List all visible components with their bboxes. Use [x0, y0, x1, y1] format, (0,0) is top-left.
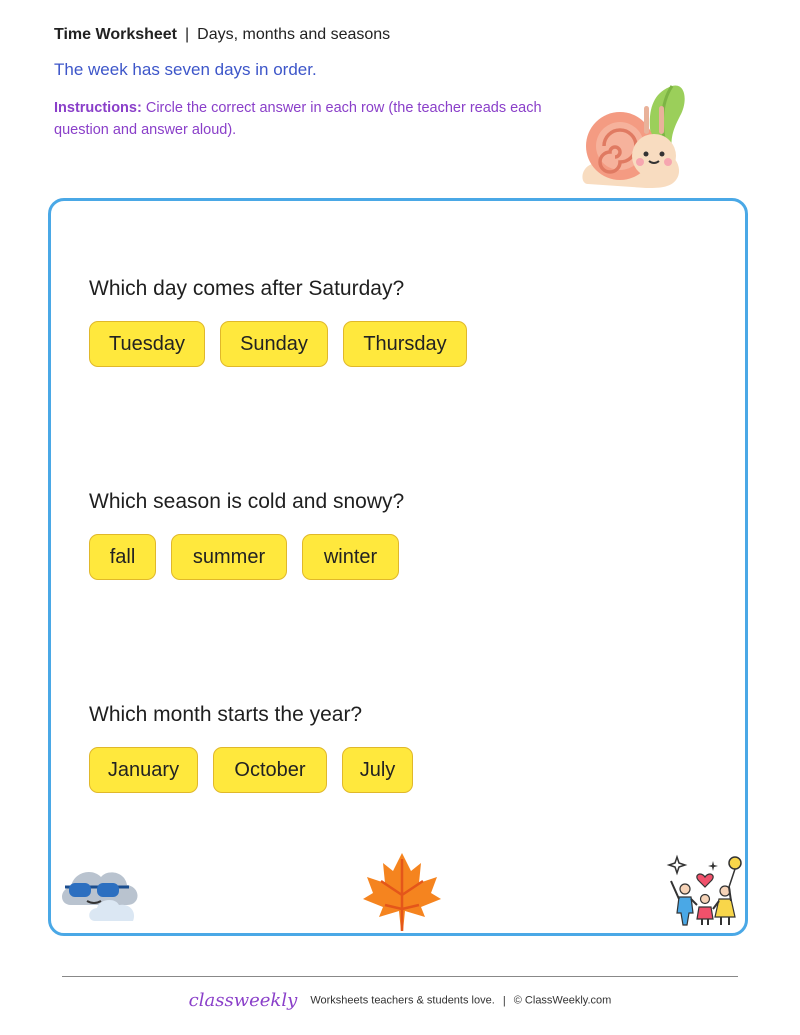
instructions	[54, 97, 574, 141]
answer-option[interactable]: fall	[89, 534, 156, 580]
footer-tagline: Worksheets teachers & students love.	[310, 994, 495, 1007]
maple-leaf-icon	[361, 851, 443, 933]
footer-divider	[62, 976, 738, 977]
answer-option[interactable]: Thursday	[343, 321, 467, 367]
answer-option[interactable]: winter	[302, 534, 399, 580]
footer-copyright: © ClassWeekly.com	[513, 994, 612, 1007]
answer-option[interactable]: October	[213, 747, 327, 793]
question-2-options	[89, 534, 399, 580]
footer-separator: |	[502, 994, 506, 1007]
answer-option[interactable]: July	[342, 747, 413, 793]
question-1-options	[89, 321, 467, 367]
footer	[0, 990, 800, 1011]
question-3-options	[89, 747, 413, 793]
header-separator: |	[185, 26, 190, 43]
brand-logo: classweekly	[188, 990, 298, 1011]
instructions-text: Circle the correct answer in each row (the teacher reads each question and answer aloud).	[54, 100, 542, 138]
instructions-lead: Instructions:	[54, 100, 142, 116]
worksheet-title: Time Worksheet	[54, 26, 178, 43]
family-celebration-icon	[665, 853, 745, 927]
question-3-prompt: Which month starts the year?	[89, 703, 363, 726]
answer-option[interactable]: Tuesday	[89, 321, 205, 367]
answer-option[interactable]: January	[89, 747, 198, 793]
answer-option[interactable]: Sunday	[220, 321, 328, 367]
question-card	[48, 198, 748, 936]
worksheet-subtitle: The week has seven days in order.	[54, 60, 317, 79]
question-2-prompt: Which season is cold and snowy?	[89, 490, 405, 513]
cloud-sunglasses-icon	[57, 857, 141, 923]
question-1-prompt: Which day comes after Saturday?	[89, 277, 405, 300]
answer-option[interactable]: summer	[171, 534, 287, 580]
worksheet-header	[54, 26, 390, 44]
snail-icon	[576, 80, 692, 196]
worksheet-topic: Days, months and seasons	[197, 26, 391, 43]
